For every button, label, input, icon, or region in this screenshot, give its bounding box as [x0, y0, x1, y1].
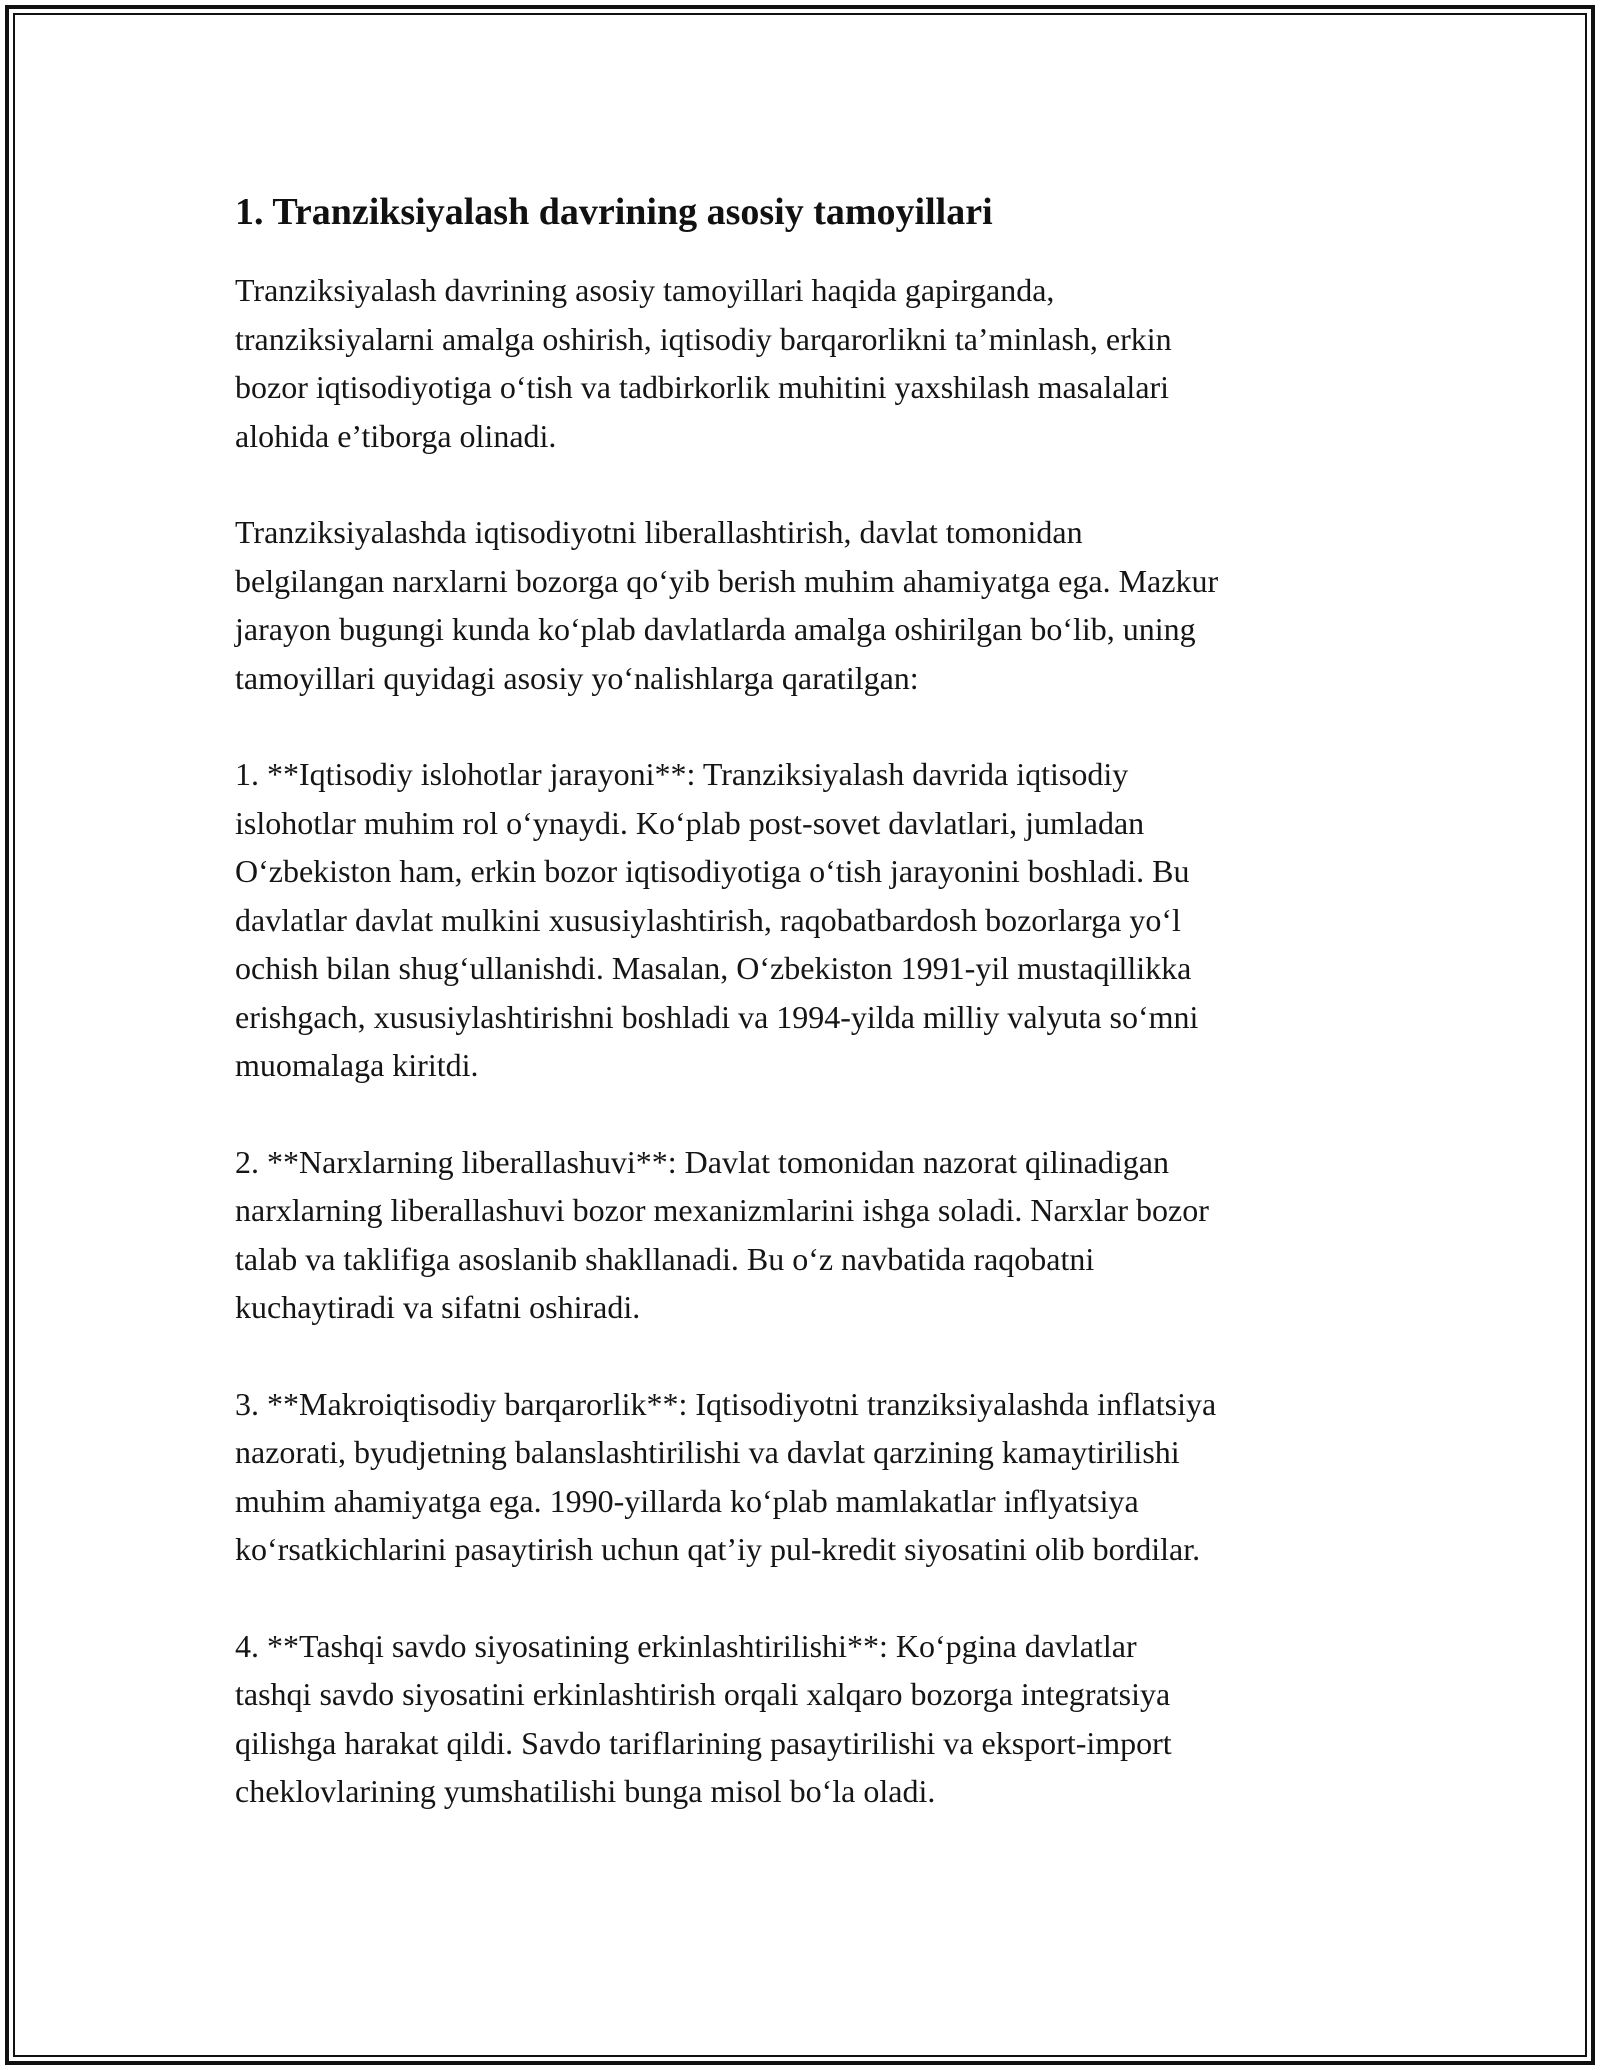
list-item-macroeconomic-stability: 3. **Makroiqtisodiy barqarorlik**: Iqtisodiyotni tranziksiyalashda inflatsiya nazorati, byudjetning balanslashtirilishi va davlat qarzining kamaytirilishi muhim ahamiyatga ega. 1990-yillarda ko‘plab mamlakatlar inflyatsiya ko‘rsatkichlarini pasaytirish uchun qat’iy pul-kredit siyosatini olib bordilar.	[235, 1385, 1217, 1567]
context-paragraph: Tranziksiyalashda iqtisodiyotni liberallashtirish, davlat tomonidan belgilangan narxlarni bozorga qo‘yib berish muhim ahamiyatga ega. Mazkur jarayon bugungi kunda ko‘plab davlatlarda amalga oshirilgan bo‘lib, uning tamoyillari quyidagi asosiy yo‘nalishlarga qaratilgan:	[235, 514, 1219, 696]
intro-paragraph: Tranziksiyalash davrining asosiy tamoyillari haqida gapirganda, tranziksiyalarni amalga oshirish, iqtisodiy barqarorlikni ta’minlash, erkin bozor iqtisodiyotiga o‘tish va tadbirkorlik muhitini yaxshilash masalalari alohida e’tiborga olinadi.	[235, 272, 1172, 454]
list-item-trade-liberalization: 4. **Tashqi savdo siyosatining erkinlashtirilishi**: Ko‘pgina davlatlar tashqi savdo siyosatini erkinlashtirish orqali xalqaro bozorga integratsiya qilishga harakat qildi. Savdo tariflarining pasaytirilishi va eksport-import cheklovlarining yumshatilishi bunga misol bo‘la oladi.	[235, 1627, 1172, 1809]
section-title: 1. Tranziksiyalash davrining asosiy tamoyillari	[235, 191, 993, 233]
list-item-economic-reforms: 1. **Iqtisodiy islohotlar jarayoni**: Tranziksiyalash davrida iqtisodiy islohotlar muhim rol o‘ynaydi. Ko‘plab post-sovet davlatlari, jumladan O‘zbekiston ham, erkin bozor iqtisodiyotiga o‘tish jarayonini boshladi. Bu davlatlar davlat mulkini xususiylashtirish, raqobatbardosh bozorlarga yo‘l ochish bilan shug‘ullanishdi. Masalan, O‘zbekiston 1991-yil mustaqillikka erishgach, xususiylashtirishni boshladi va 1994-yilda milliy valyuta so‘mni muomalaga kiritdi.	[235, 756, 1199, 1083]
list-item-price-liberalization: 2. **Narxlarning liberallashuvi**: Davlat tomonidan nazorat qilinadigan narxlarning liberallashuvi bozor mexanizmlarini ishga soladi. Narxlar bozor talab va taklifiga asoslanib shakllanadi. Bu o‘z navbatida raqobatni kuchaytiradi va sifatni oshiradi.	[235, 1143, 1209, 1325]
document-page	[235, 186, 1375, 1816]
